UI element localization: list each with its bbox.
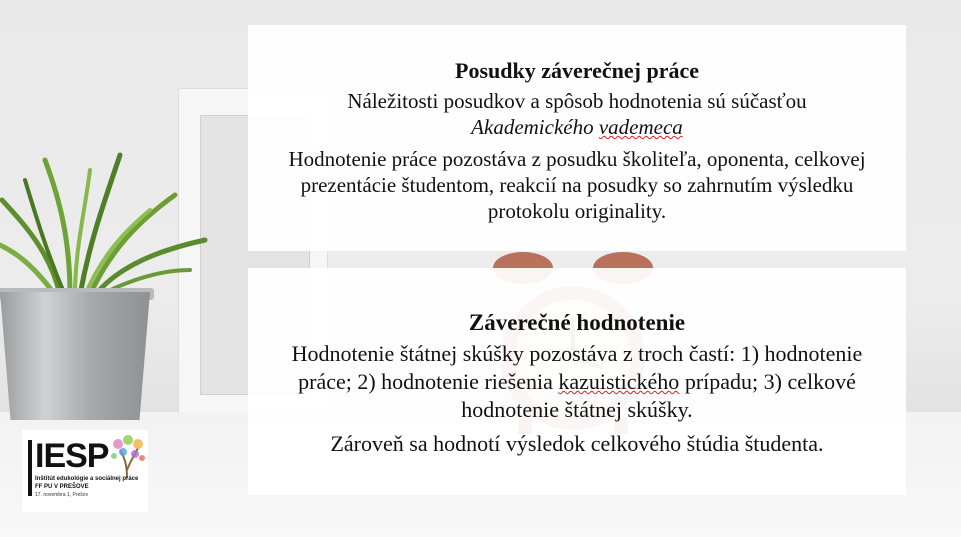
- logo-bar: [28, 440, 32, 496]
- paragraph-text: Hodnotenie štátnej skúšky pozostáva z troch častí: 1) hodnotenie práce; 2) hodnotenie riešenia: [291, 341, 863, 394]
- card-paragraph-reviews: [248, 84, 906, 140]
- logo-wordmark: IESP: [35, 437, 109, 475]
- card-final-evaluation: [248, 268, 906, 495]
- paragraph-text: Náležitosti posudkov a spôsob hodnotenia sú súčasťou: [347, 89, 807, 113]
- logo-faculty: FF PU V PREŠOVE: [35, 484, 89, 490]
- paragraph-text: prípadu; 3) celkové hodnotenie štátnej skúšky.: [461, 369, 856, 422]
- card-thesis-reviews: [248, 25, 906, 251]
- card-paragraph-state-exam: [248, 336, 906, 424]
- paragraph-text: kazuistického: [558, 369, 680, 394]
- card-paragraph-evaluation: Hodnotenie práce pozostáva z posudku školiteľa, oponenta, celkovej prezentácie študentom, reakcií na posudky so zahrnutím výsledku protokolu originality.: [288, 147, 866, 223]
- paragraph-italic-text: Akademického: [471, 115, 594, 139]
- iesp-logo: [22, 430, 148, 512]
- logo-address: 17. novembra 1, Prešov: [35, 492, 89, 498]
- card-title: Záverečné hodnotenie: [468, 310, 686, 335]
- paragraph-italic-text: vademeca: [598, 115, 683, 139]
- logo-institute-name: Inštitút edukológie a sociálnej práce: [35, 476, 139, 482]
- card-paragraph-study-result: Zároveň sa hodnotí výsledok celkového štúdia študenta.: [330, 431, 824, 456]
- plant-image: [0, 140, 210, 300]
- card-title: Posudky záverečnej práce: [455, 58, 699, 83]
- tree-icon: [108, 434, 146, 478]
- plant-pot: [0, 292, 150, 420]
